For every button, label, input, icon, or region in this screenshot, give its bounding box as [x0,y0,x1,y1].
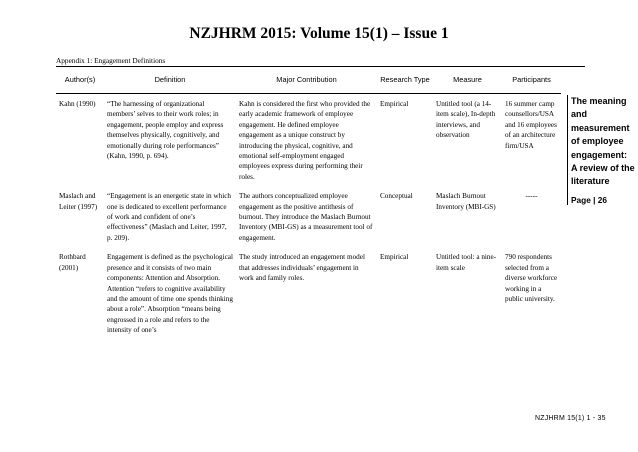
col-header-measure: Measure [453,75,482,84]
table-header-row [56,68,561,94]
cell-contribution: The study introduced an engagement model that addresses individuals’ engagement in work and family roles. [239,253,365,283]
cell-definition: “Engagement is an energetic state in which one is dedicated to excellent performance of work and confident of one’s effectiveness” (Maslach and Leiter, 1997, p. 209). [107,192,232,242]
cell-author: Rothbard (2001) [59,253,86,272]
col-header-research-type: Research Type [380,75,430,84]
cell-research-type: Conceptual [380,192,413,201]
cell-participants: 790 respondents selected from a diverse workforce working in a public university. [505,253,558,303]
cell-contribution: Kahn is considered the first who provided the early academic framework of employee engagement. He defined employee engagement as a unique construct by introducing the physical, cognitive, and emotional self-employment engaged employees express during performing their roles. [239,100,371,181]
cell-research-type: Empirical [380,253,409,262]
engagement-definitions-table [56,68,561,340]
cell-participants: 16 summer camp counsellors/USA and 16 employees of an architecture firm/USA [505,100,557,150]
page-number: Page | 26 [571,194,607,205]
appendix-caption: Appendix 1: Engagement Definitions [56,56,166,65]
cell-measure: Untitled tool: a nine-item scale [436,253,497,272]
col-header-contribution: Major Contribution [276,75,337,84]
cell-research-type: Empirical [380,100,409,108]
cell-measure: Untitled tool (a 14-item scale), In-depth interviews, and observation [436,100,496,140]
table-row [56,94,561,187]
col-header-definition: Definition [154,75,186,84]
cell-definition: Engagement is defined as the psychological presence and it consists of two main components: Attention and Absorption. Attention “refers to cognitive availability and the amount of time one spends thinking about a role”. Absorption “means being engrossed in a role and refers to the intensity of one’s [107,253,233,335]
cell-measure: Maslach Burnout Inventory (MBI-GS) [436,192,496,211]
running-head-sidebar [567,95,635,205]
col-header-participants: Participants [512,75,551,84]
table-row [56,186,561,247]
page-title: NZJHRM 2015: Volume 15(1) – Issue 1 [189,25,449,42]
cell-author: Kahn (1990) [59,100,96,108]
top-rule [56,66,585,67]
cell-author: Maslach and Leiter (1997) [59,192,98,211]
footer-citation: NZJHRM 15(1) 1 - 35 [535,415,606,422]
cell-definition: “The harnessing of organizational members’ selves to their work roles; in engagement, people employ and express themselves physically, cognitively, and emotionally during role performances” (Kahn, 1990, p. 694). [107,100,224,161]
cell-contribution: The authors conceptualized employee engagement as the positive antithesis of burnout. They introduce the Maslach Burnout Inventory (MBI-GS) as a measurement tool of engagement. [239,192,373,242]
col-header-author: Author(s) [64,75,96,84]
cell-participants: ----- [525,192,538,201]
sidebar-article-title: The meaning and measurement of employee engagement: A review of the literature [571,96,635,187]
table-row [56,247,561,339]
